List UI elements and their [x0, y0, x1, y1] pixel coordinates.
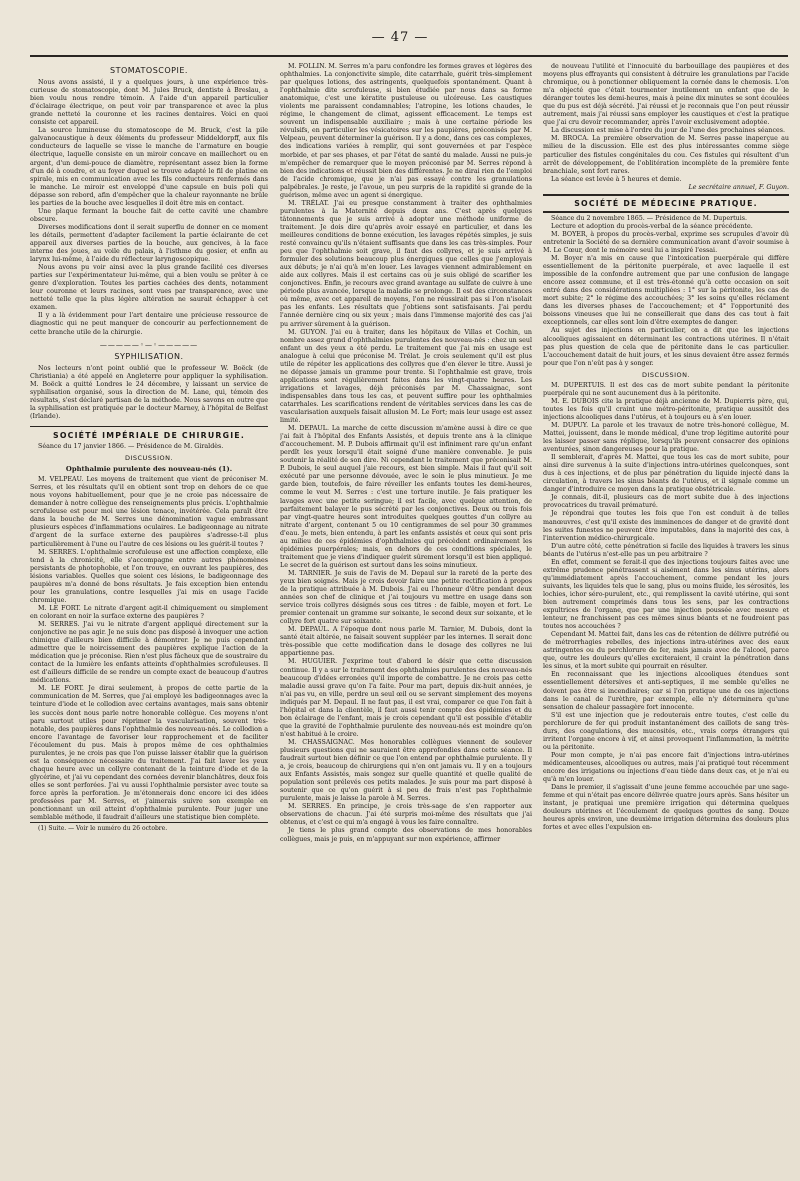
discussion-body: [543, 382, 789, 833]
paragraph: Une plaque fermant la bouche fait de cette cavité une chambre obscure.: [30, 207, 268, 223]
paragraph: M. GUYON. J'ai eu à traiter, dans les hôpitaux de Villas et Cochin, un nombre assez grand d'ophthalmies purulentes des nouveau-nés : chez un seul enfant un des yeux a été perdu. Le traitement que j'ai mis en usage est analogue à celui que préconise M. Trélat. Je crois seulement qu'il est plus utile de répéter les applications des collyres que d'en élever le titre. Aussi je ne dépasse jamais un gramme pour trente. Si l'ophthalmie est grave, trois applications sont régulièrement faites dans les vingt-quatre heures. Les irrigations et lavages, déjà préconisés par M. Chassaignac, sont indispensables dans tous les cas, et peuvent suffire pour les ophthalmies catarrhales. Les scarifications rendent de véritables services dans les cas de vascularisation auxquels faisait allusion M. Le Fort; mais leur usage est assez limité.: [280, 328, 532, 425]
paragraph: Je connais, dit-il, plusieurs cas de mort subite due à des injections provocatrices du travail prématuré.: [543, 494, 789, 510]
paragraph: En effet, comment se ferait-il que des injections toujours faites avec une extrême prudence pénétrassent si aisément dans les sinus utérins, alors qu'immédiatement après l'accouchement, comme pendant les jours suivants, les liquides tels que le sang, plus ou moins fluide, les sérosités, les lochies, ichor séro-purulent, etc., qui remplissent la cavité utérine, qui sont bien autrement comprimés dans tous les sens, par les contractions expultrices de l'organe, que par une injection poussée avec mesure et lenteur, ne franchissent pas ces mêmes sinus béants et ne foudroient pas toutes nos accouchées ?: [543, 558, 789, 631]
page-number: — 47 —: [371, 30, 429, 45]
paragraph: M. CHASSAIGNAC. Mes honorables collègues viennent de soulever plusieurs questions qui ne sauraient être approfondies dans cette séance. Il faudrait surtout bien définir ce que l'on entend par ophthalmie purulente. Il y a, je crois, beaucoup de chirurgiens qui n'en ont jamais vu. Il y en a toujours aux Enfants Assistés, mais songez sur quelle quantité et quelle qualité de population sont prélevés ces petits malades. Je suis pour ma part disposé à soutenir que ce qu'on guérit à si peu de frais n'est pas l'ophthalmie purulente, mais je laisse la parole à M. Serres.: [280, 738, 532, 803]
topic-heading: Ophthalmie purulente des nouveau-nés (1).: [65, 465, 233, 474]
paragraph: En reconnaissant que les injections alcooliques étendues sont essentiellement détersives et anti-septiques, il me semble qu'elles ne doivent pas être si incendiaires; car si l'on pratique une de ces injections dans le canal de l'urèthre, par exemple, elle n'y déterminera qu'une sensation de chaleur passagère fort innocente.: [543, 671, 789, 711]
paragraph: M. E. DUBOIS cite la pratique déjà ancienne de M. Dupierris père, qui, toutes les fois qu'il craint une métro-péritonite, pratique aussitôt des injections alcooliques dans l'utérus, et à toujours eu à s'en louer.: [543, 397, 789, 421]
section-rule: [543, 211, 789, 213]
paragraph: Je répondrai que toutes les fois que l'on est conduit à de telles manœuvres, c'est qu'il existe des imminences de danger et de gravité dont les suites funestes ne peuvent être imputables, dans la majorité des cas, à l'intervention médico-chirurgicale.: [543, 510, 789, 542]
paragraph: de nouveau l'utilité et l'innocuité du barbouillage des paupières et des moyens plus effrayants qui consistent à détruire les granulations par l'acide chromique, ou à ponctionner obliquement la cornée dans le chemosis. L'on m'a objecté que c'était tourmenter inutilement un enfant que de le déranger toutes les demi-heures, mais à peine dix minutes se sont écoulées que du pus est déjà sécrété. J'ai réussi et je reconnais que l'on peut réussir autrement, mais j'ai réussi sans employer les caustiques et c'est la pratique que j'ai cru devoir recommander, après l'avoir exclusivement adoptée.: [543, 63, 789, 127]
discussion-body-continued: [280, 63, 532, 844]
discussion-conclusion: [543, 63, 789, 184]
minutes-body: [543, 223, 789, 368]
paragraph: M. BOYER, à propos du procès-verbal, exprime ses scrupules d'avoir dû entretenir la Société de sa dernière communication avant d'avoir soumise à M. Le Cœur, dont le mémoire seul lui a inspiré l'essai.: [543, 230, 789, 254]
paragraph: Nous avons assisté, il y a quelques jours, à une expérience très-curieuse de stomatoscopie, dont M. Jules Bruck, dentiste à Breslau, a bien voulu nous rendre témoin. A l'aide d'un appareil particulier d'éclairage électrique, on peut voir par transparence et avec la plus grande netteté la couronne et les racines dentaires. Voici en quoi consiste cet appareil.: [30, 79, 268, 127]
column-1: [30, 63, 268, 1173]
column-2: [280, 63, 532, 1173]
paragraph: D'un autre côté, cette pénétration si facile des liquides à travers les sinus béants de l'utérus n'est-elle pas un peu arbitraire ?: [543, 542, 789, 558]
discussion-heading: DISCUSSION.: [124, 454, 174, 463]
paragraph: Pour mon compte, je n'ai pas encore fait d'injections intra-utérines médicamenteuses, alcooliques ou autres, mais j'ai pratiqué tout récemment encore des irrigations ou injections d'eau tiède dans deux cas, et je n'ai eu qu'à m'en louer.: [543, 751, 789, 784]
paragraph: La source lumineuse du stomatoscope de M. Bruck, c'est la pile galvanocaustique à deux éléments du professeur Middeldorpff, aux fils conducteurs de laquelle se visse le manche de l'armature en bougie électrique, laquelle consiste en un miroir concave en maillechort ou en argent, d'un demi-pouce de diamètre, représentant assez bien la forme d'un dé à coudre, et au foyer duquel se trouve adapté le fil de platine en spirale, mis en communication avec les fils conducteurs renfermés dans le manche. Le miroir est enveloppé d'une capsule en buis poli qui dépasse son rebord, afin d'empêcher que la chaleur rayonnante ne brûle les parties de la bouche avec lesquelles il doit être mis en contact.: [30, 127, 268, 207]
paragraph: Il semblerait, d'après M. Mattei, que tous les cas de mort subite, pour ainsi dire survenus à la suite d'injections intra-utérines quelconques, sont dus à ces injections, et de plus par pénétration du liquide injecté dans la circulation, à travers les sinus béants de l'utérus, et il signale comme un danger d'introduire ce moyen dans la pratique obstétricale.: [543, 454, 789, 494]
session-line: Séance du 2 novembre 1865. — Présidence de M. Dupertuis.: [551, 214, 748, 222]
session-line: Séance du 17 janvier 1866. — Présidence de M. Giraldès.: [38, 443, 224, 451]
paragraph: Je tiens le plus grand compte des observations de mes honorables collègues, mais je puis, en m'appuyant sur mon expérience, affirmer: [280, 827, 532, 843]
paragraph: M. HUGUIER. J'exprime tout d'abord le désir que cette discussion continue. Il y a sur le traitement des ophthalmies purulentes des nouveau-nés beaucoup d'idées erronées qu'il importe de combattre. Je ne crois pas cette maladie aussi grave qu'on l'a faite. Pour ma part, depuis dix-huit années, je n'ai pas vu, en ville, perdre un seul œil ou se servant simplement des moyens indiqués par M. Depaul. Il ne faut pas, il est vrai, comparer ce que l'on fait à l'hôpital et dans la clientèle, il faut aussi tenir compte des épidémies et du bon éclairage de l'enfant, mais je crois cependant qu'il est possible d'établir que la gravité de l'ophthalmie purulente des nouveau-nés est moindre qu'on n'est habitué à le croire.: [280, 658, 532, 738]
paragraph: S'il est une injection que je redouterais entre toutes, c'est celle du perchlorure de fer qui produit instantanément des caillots de sang très-durs, des coagulations, des mucosités, etc., vrais corps étrangers qui irritent l'organe encore à vif, et ainsi provoquent l'inflammation, la métrite ou la péritonite.: [543, 711, 789, 751]
paragraph: Lecture et adoption du procès-verbal de la séance précédente.: [551, 222, 753, 230]
column-3: [543, 63, 789, 1173]
section-title-stomatoscopie: STOMATOSCOPIE.: [110, 66, 188, 75]
paragraph: M. VELPEAU. Les moyens de traitement que vient de préconiser M. Serres, et les résultats qu'il en obtient sont trop en dehors de ce que nous voyons habituellement, pour que je ne croie pas nécessaire de demander à notre collègue des renseignements plus précis. L'ophthalmie scrofuleuse est pour moi une lésion tenace, invétérée. Cela paraît être dans la bouche de M. Serres une dénomination vague embrassant plusieurs espèces d'inflammations oculaires. Le badigeonnage au nitrate d'argent de la surface externe des paupières s'adresse-t-il plus particulièrement à l'une ou l'autre de ces lésions ou les guérit-il toutes ?: [30, 476, 268, 548]
paragraph: M. SERRES. J'ai vu le nitrate d'argent appliqué directement sur la conjonctive ne pas agir. Je ne suis donc pas disposé à invoquer une action chimique d'ailleurs bien difficile à démontrer. Je ne puis cependant admettre que le noircissement des paupières explique l'action de la médication que je préconise. Rien n'est plus fâcheux que de soustraire du contact de la lumière les enfants atteints d'ophthalmies scrofuleuses. Il est d'ailleurs difficile de se rendre un compte exact de beaucoup d'autres médications.: [30, 621, 268, 685]
society-title-chirurgie: SOCIÉTÉ IMPÉRIALE DE CHIRURGIE.: [53, 430, 245, 440]
paragraph: La séance est levée à 5 heures et demie.: [551, 175, 682, 183]
header-rule: [30, 55, 788, 57]
paragraph: M. TARNIER. Je suis de l'avis de M. Depaul sur la rareté de la perte des yeux bien soignés. Mais je crois devoir faire une petite rectification à propos de la pratique attribuée à M. Dubois. J'ai eu l'honneur d'être pendant deux années son chef de clinique et j'ai toujours vu mettre en usage dans son service trois collyres désignés sous ces titres : de faible, moyen et fort. Le premier contenait un gramme sur soixante, le second deux sur soixante, et le collyre fort quatre sur soixante.: [280, 569, 532, 626]
stomatoscopie-body: [30, 79, 268, 337]
paragraph: M. SERRES. L'ophthalmie scrofuleuse est une affection complexe, elle tend à la chronicité, elle s'accompagne entre autres phénomènes persistants de photophobie, et l'on trouve, en ouvrant les paupières, des lésions variables. Quelles que soient ces lésions, le badigeonnage des paupières m'a donné de bons résultats. Je fais exception bien entendu pour les granulations, contre lesquelles j'ai mis en usage l'acide chromique.: [30, 548, 268, 604]
syphilisation-body: [30, 365, 268, 421]
footnote: (1) Suite. — Voir le numéro du 26 octobre.: [30, 822, 268, 833]
paragraph: Nos lecteurs n'ont point oublié que le professeur W. Boëck (de Christiania) a été appelé en Angleterre pour appliquer la syphilisation. M. Boëck a quitté Londres le 24 décembre, y laissant un service de syphilisation organisé, sous la direction de M. Lane, qui, témoin des résultats, s'est déclaré partisan de la méthode. Nous savons en outre que la syphilisation est pratiquée par le docteur Marney, à l'hôpital de Belfast (Irlande).: [30, 364, 268, 420]
paragraph: M. FOLLIN. M. Serres m'a paru confondre les formes graves et légères des ophthalmies. La conjonctivite simple, dite catarrhale, guérit très-simplement par quelques lotions, des astringents, quelquefois spontanément. Quant à l'ophthalmie dite scrofuleuse, si bien étudiée par nous dans sa forme anatomique, c'est une kératite pustuleuse ou ulcéreuse. Les caustiques violents me paraissent condamnables; l'atropine, les lotions chaudes, le régime, le changement de climat, agissent efficacement. Le temps est souvent un indispensable auxiliaire ; mais à une certaine période les révulsifs, en particulier les vésicatoires sur les paupières, préconisés par M. Velpeau, peuvent déterminer la guérison. Il y a donc, dans ces cas complexes, des indications variées à remplir, qui sont gouvernées et par l'espèce morbide, et par ses phases, et par l'état de santé du malade. Aussi ne puis-je m'empêcher de remarquer que le moyen préconisé par M. Serres répond à bien des indications et réussit bien des différentes. Je ne dirai rien de l'emploi de l'acide chromique, que je n'ai pas essayé contre les granulations palpébrales. Je reste, je l'avoue, un peu surpris de la rapidité si grande de la guérison, même avec un agent si énergique.: [280, 63, 532, 199]
society-title-medecine-pratique: SOCIÉTÉ DE MÉDECINE PRATIQUE.: [574, 198, 758, 208]
paragraph: Dans le premier, il s'agissait d'une jeune femme accouchée par une sage-femme et qui n'était pas encore délivrée quatre jours après. Sans hésiter un instant, je pratiquai une première irrigation qui détermina quelques douleurs utérines et l'écoulement de quelques gouttes de sang. Douze heures après environ, une deuxième irrigation détermina des douleurs plus fortes et avec elles l'expulsion en-: [543, 784, 789, 832]
paragraph: M. TRÉLAT. J'ai eu presque constamment à traiter des ophthalmies purulentes à la Maternité depuis deux ans. C'est après quelques tâtonnements que je suis arrivé à adopter une méthode uniforme de traitement. Je dois dire qu'après avoir essayé en particulier, et dans les meilleures conditions de bonne exécution, les lavages répétés simples, je suis resté convaincu qu'ils n'étaient suffisants que dans les cas très-simples. Pour peu que l'ophthalmie soit grave, il faut des collyres, et je suis arrivé à formuler des solutions beaucoup plus énergiques que celles que j'employais aux débuts; je n'ai qu'à m'en louer. Les lavages viennent admirablement en aide aux collyres. Mais il est certains cas où je suis obligé de scarifier les conjonctives. Enfin, je recours avec grand avantage au sulfate de cuivre à une période plus avancée, lorsque la maladie se prolonge. Il est des circonstances où même, avec cet appareil de moyens, l'on ne réussirait pas si l'on n'isolait pas les enfants. Les résultats que j'obtiens sont satisfaisants. J'ai perdu l'année dernière cinq ou six yeux ; mais dans l'immense majorité des cas j'ai pu arriver sûrement à la guérison.: [280, 199, 532, 328]
paragraph: Au sujet des injections en particulier, on a dit que les injections alcooliques agissaient en déterminant les contractions utérines. Il n'était pas plus question de cela que de péritonite dans le cas particulier. L'accouchement datait de huit jours, et les sinus devaient être assez fermés pour que l'on n'eût pas à y songer.: [543, 327, 789, 367]
paragraph: M. DEPAUL. La marche de cette discussion m'amène aussi à dire ce que j'ai fait à l'hôpital des Enfants Assistés, et depuis trente ans à la clinique d'accouchement. M. P. Dubois affirmait qu'il est infiniment rare qu'un enfant perdît les yeux lorsqu'il était soigné d'une manière convenable. Je puis soutenir la réalité de son dire. Ni cependant le traitement que préconisait M. P. Dubois, le seul auquel j'aie recours, est bien simple. Mais il faut qu'il soit exécuté par une personne dévouée, avec le soin le plus minutieux. Je me garde bien, toutefois, de faire réveiller les enfants toutes les demi-heures, comme le veut M. Serres : c'est une torture inutile. Je fais pratiquer les lavages avec une petite seringue; il est facile, avec quelque attention, de parfaitement balayer le pus sécrété par les conjonctives. Deux ou trois fois par vingt-quatre heures sont introduites quelques gouttes d'un collyre au nitrate d'argent, contenant 5 ou 10 centigrammes de sel pour 30 grammes d'eau. Je mets, bien entendu, à part les enfants assistés et ceux qui sont pris au milieu de ces épidémies d'ophthalmies qui précèdent ordinairement les épidémies puerpérales; mais, en dehors de ces conditions spéciales, le traitement que je viens d'indiquer guérit sûrement lorsqu'il est bien appliqué. Le secret de la guérison est surtout dans les soins minutieux.: [280, 425, 532, 569]
secretary-signature: Le secrétaire annuel, F. Guyon.: [688, 183, 789, 191]
paragraph: M. LE FORT. Je dirai seulement, à propos de cette partie de la communication de M. Serres, que j'ai employé les badigeonnages avec la teinture d'iode et le collodion avec certains avantages, mais sans obtenir les succès dont nous parle notre honorable collègue. Ces moyens n'ont paru surtout utiles pour réprimer la vascularisation, souvent très-notable, des paupières dans l'ophthalmie des nouveau-nés. Le collodion a encore l'avantage de favoriser leur rapprochement et de faciliter l'écoulement du pus. Mais à propos même de ces ophthalmies purulentes, je ne crois pas que l'on puisse laisser établir que la guérison est la conséquence nécessaire du traitement. J'ai fait laver les yeux chaque heure avec un collyre contenant de la teinture d'iode et de la glycérine, et j'ai vu cependant des cornées devenir blanchâtres, deux fois elles se sont perforées. J'ai vu aussi l'ophthalmie persister avec toute sa force après la perforation. Je m'étonnerais donc encore ici des idées professées par M. Serres, et j'aimerais suivre son exemple en ponctionnant un œil atteint d'ophthalmie purulente. Pour juger une semblable méthode, il faudrait d'ailleurs une statistique bien complète.: [30, 685, 268, 822]
paragraph: M. LE FORT. Le nitrate d'argent agit-il chimiquement ou simplement en colorant en noir la surface externe des paupières ?: [30, 604, 268, 620]
paragraph: M. Boyer n'a mis en cause que l'intoxication puerpérale qui diffère essentiellement de la péritonite puerpérale, et avec laquelle il est impossible de la confondre autrement que par une confusion de langage encore assez commune, et il est très-étonné qu'à cette occasion on soit entré dans des considérations multipliées : 1° sur la péritonite, les cas de mort subite; 2° le régime des accouchées; 3° les soins qu'elles réclament dans les diverses phases de l'accouchement; et 4° l'opportunité des boissons vineuses que lui ne conseillerait que dans des cas tout à fait exceptionnels, car elles sont loin d'être exemptes de danger.: [543, 255, 789, 327]
paragraph: Diverses modifications dont il serait superflu de donner en ce moment les détails, permettent d'adapter facilement la partie éclairante de cet appareil aux diverses parties de la bouche, aux gencives, à la face interne des joues, au voile du palais, à l'isthme du gosier, et enfin au larynx lui-même, à l'aide du réflecteur laryngoscopique.: [30, 223, 268, 264]
paragraph: M. BROCA. La première observation de M. Serres passe inaperçue au milieu de la discussion. Elle est des plus intéressantes comme siège particulier des fistules congénitales du cou. Ces fistules qui résultent d'un arrêt de développement, de l'oblitération incomplète de la première fente branchiale, sont fort rares.: [543, 135, 789, 175]
paragraph: M. DUPUY. La parole et les travaux de notre très-honoré collègue, M. Mattei, jouissent, dans le monde médical, d'une trop légitime autorité pour les laisser passer sans réplique, lorsqu'ils peuvent consacrer des opinions aventurées, sinon dangereuses pour la pratique.: [543, 421, 789, 454]
paragraph: M. SERRES. En principe, je crois très-sage de s'en rapporter aux observations de chacun. J'ai été surpris moi-même des résultats que j'ai obtenus, et c'est ce qui m'a engagé à vous les faire connaître.: [280, 803, 532, 827]
section-rule: [30, 426, 268, 427]
discussion-heading: DISCUSSION.: [641, 370, 691, 379]
paragraph: La discussion est mise à l'ordre du jour de l'une des prochaines séances.: [551, 127, 786, 135]
discussion-body: [30, 476, 268, 822]
paragraph: M. DEPAUL. A l'époque dont nous parle M. Tarnier, M. Dubois, dont la santé était altérée, ne faisait souvent suppléer par les internes. Il serait donc très-possible que cette modification dans le dosage des collyres ne lui appartienne pas.: [280, 626, 532, 658]
section-title-syphilisation: SYPHILISATION.: [114, 351, 184, 361]
paragraph: M. DUPERTUIS. Il est des cas de mort subite pendant la péritonite puerpérale qui ne sont aucunement dus à la péritonite.: [543, 381, 789, 397]
paragraph: Il y a là évidemment pour l'art dentaire une précieuse ressource de diagnostic qui ne peut manquer de concourir au perfectionnement de cette branche utile de la chirurgie.: [30, 312, 268, 336]
section-rule: [543, 194, 789, 196]
paragraph: Nous avons pu voir ainsi avec la plus grande facilité ces diverses parties sur l'expérimentateur lui-même, qui a bien voulu se prêter à ce genre d'exploration. Toutes les parties cachées des dents, notamment leur couronne et leurs racines, sont vues par transparence, avec une netteté telle que la plus légère altération ne saurait échapper à cet examen.: [30, 264, 268, 312]
separator-ornament: —————◦—◦—————: [99, 340, 199, 349]
paragraph: Cependant M. Mattei fait, dans les cas de rétention de délivre putréfié ou de métrorrhagies rebelles, des injections intra-utérines avec des eaux astringentes ou du perchlorure de fer, mais jamais avec de l'alcool, parce que, outre les douleurs qu'elles exciteraient, il craint la pénétration dans les sinus, et la mort subite qui pourrait en résulter.: [543, 631, 789, 671]
